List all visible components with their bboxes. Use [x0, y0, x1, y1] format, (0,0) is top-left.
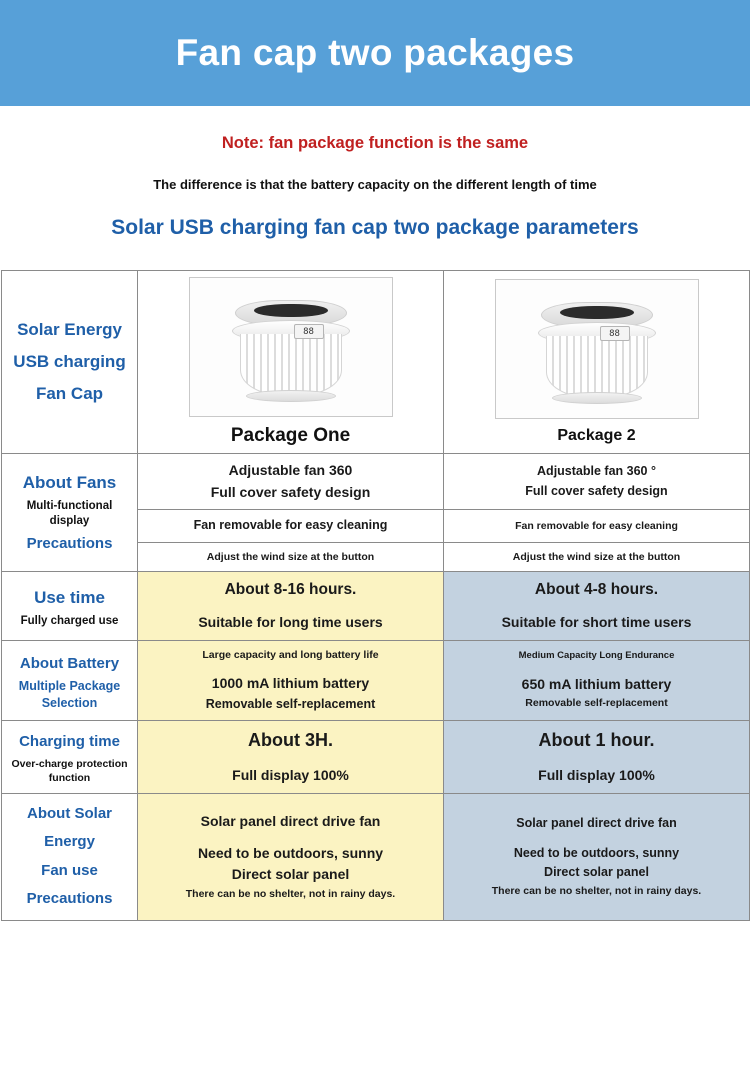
row-label-about-battery — [2, 640, 138, 720]
text-line: Adjustable fan 360 ° — [537, 464, 656, 479]
fan-illustration — [232, 300, 350, 400]
text-line: Full display 100% — [232, 766, 349, 783]
row-label-use-time — [2, 572, 138, 641]
fan-illustration-2 — [538, 302, 656, 402]
text-line: Adjustable fan 360 — [228, 462, 353, 478]
text-line: About 1 hour. — [538, 730, 655, 751]
product-photo-package-two — [495, 279, 699, 419]
cell-charging-p2 — [444, 721, 750, 794]
table-row-about-fans-1 — [2, 454, 750, 510]
text-line: Removable self-replacement — [525, 697, 668, 710]
label-fan-cap: Fan Cap — [35, 384, 104, 404]
text-line: Fan removable for easy cleaning — [193, 518, 388, 533]
spec-table — [1, 270, 750, 921]
table-row-about-battery — [2, 640, 750, 720]
cell-charging-p1 — [138, 721, 444, 794]
product-photo-package-one — [189, 277, 393, 417]
label-solar-energy: Solar Energy — [17, 319, 122, 339]
cell-fans-p2-c — [444, 542, 750, 571]
text-line: Large capacity and long battery life — [202, 648, 379, 661]
label-about-solar-energy: About Solar Energy — [27, 804, 112, 851]
label-about-fans: About Fans — [22, 472, 117, 492]
table-row-use-time — [2, 572, 750, 641]
text-line: About 4-8 hours. — [534, 581, 659, 599]
note-text: Note: fan package function is the same — [221, 134, 529, 152]
text-line: Medium Capacity Long Endurance — [518, 650, 675, 662]
label-usb-charging: USB charging — [13, 351, 126, 371]
fan-cage — [240, 334, 342, 396]
table-row-about-solar — [2, 793, 750, 920]
cell-fans-p2-a — [444, 454, 750, 510]
battery-display-icon: 88 — [294, 324, 324, 339]
label-multiple-package-selection: Multiple Package Selection — [18, 679, 121, 710]
table-row-products — [2, 271, 750, 454]
fan-base-2 — [552, 392, 642, 404]
label-overcharge-protection: Over-charge protection function — [11, 757, 128, 785]
cell-fans-p1-c — [138, 542, 444, 571]
cell-battery-p1 — [138, 640, 444, 720]
row-label-about-fans — [2, 454, 138, 572]
text-line: Direct solar panel — [544, 865, 649, 880]
text-line: 1000 mA lithium battery — [211, 674, 370, 691]
row-label-product — [2, 271, 138, 454]
label-charging-time: Charging time — [19, 733, 120, 751]
table-row-charging-time — [2, 721, 750, 794]
text-line: Need to be outdoors, sunny — [197, 844, 384, 861]
text-line: There can be no shelter, not in rainy days. — [491, 884, 702, 897]
parameters-title: Solar USB charging fan cap two package parameters — [111, 216, 639, 239]
text-line: Removable self-replacement — [205, 696, 376, 711]
page-title: Fan cap two packages — [175, 32, 575, 73]
cell-battery-p2 — [444, 640, 750, 720]
package-two-name: Package 2 — [557, 427, 636, 444]
row-label-about-solar — [2, 793, 138, 920]
label-multifunctional-display: Multi-functional display — [26, 499, 113, 528]
cell-fans-p1-a — [138, 454, 444, 510]
text-line: Full cover safety design — [210, 483, 371, 500]
text-line: Fan removable for easy cleaning — [515, 519, 678, 532]
text-line: Need to be outdoors, sunny — [513, 845, 680, 860]
text-line: Solar panel direct drive fan — [200, 812, 381, 829]
intro-block — [0, 106, 750, 240]
cell-fans-p2-b — [444, 510, 750, 542]
text-line: There can be no shelter, not in rainy days. — [185, 888, 396, 901]
text-line: Suitable for long time users — [198, 614, 383, 631]
text-line: 650 mA lithium battery — [521, 675, 672, 692]
text-line: Adjust the wind size at the button — [512, 550, 681, 563]
label-use-time: Use time — [34, 587, 105, 607]
text-line: Full display 100% — [538, 766, 655, 783]
text-line: Solar panel direct drive fan — [516, 816, 677, 831]
sub-note-text: The difference is that the battery capacity on the different length of time — [153, 177, 597, 192]
text-line: Direct solar panel — [231, 866, 350, 883]
row-label-charging-time — [2, 721, 138, 794]
text-line: Adjust the wind size at the button — [206, 550, 375, 563]
battery-display-icon-2: 88 — [600, 326, 630, 341]
label-about-battery: About Battery — [19, 654, 120, 672]
solar-panel-icon — [254, 304, 328, 317]
page-banner — [0, 0, 750, 106]
label-fan-use: Fan use — [41, 861, 98, 879]
cell-use-time-p2 — [444, 572, 750, 641]
solar-panel-icon-2 — [560, 306, 634, 319]
cell-fans-p1-b — [138, 510, 444, 542]
label-fully-charged-use: Fully charged use — [20, 615, 119, 628]
cell-solar-p1 — [138, 793, 444, 920]
package-one-name: Package One — [230, 425, 351, 446]
text-line: About 8-16 hours. — [224, 581, 357, 599]
cell-solar-p2 — [444, 793, 750, 920]
fan-cage-2 — [546, 336, 648, 398]
text-line: Full cover safety design — [525, 483, 668, 498]
label-precautions-solar: Precautions — [26, 890, 113, 908]
text-line: Suitable for short time users — [501, 614, 692, 631]
text-line: About 3H. — [248, 730, 333, 751]
product-cell-package-two — [444, 271, 750, 454]
cell-use-time-p1 — [138, 572, 444, 641]
fan-base — [246, 390, 336, 402]
label-precautions-fans: Precautions — [26, 534, 113, 552]
product-cell-package-one — [138, 271, 444, 454]
